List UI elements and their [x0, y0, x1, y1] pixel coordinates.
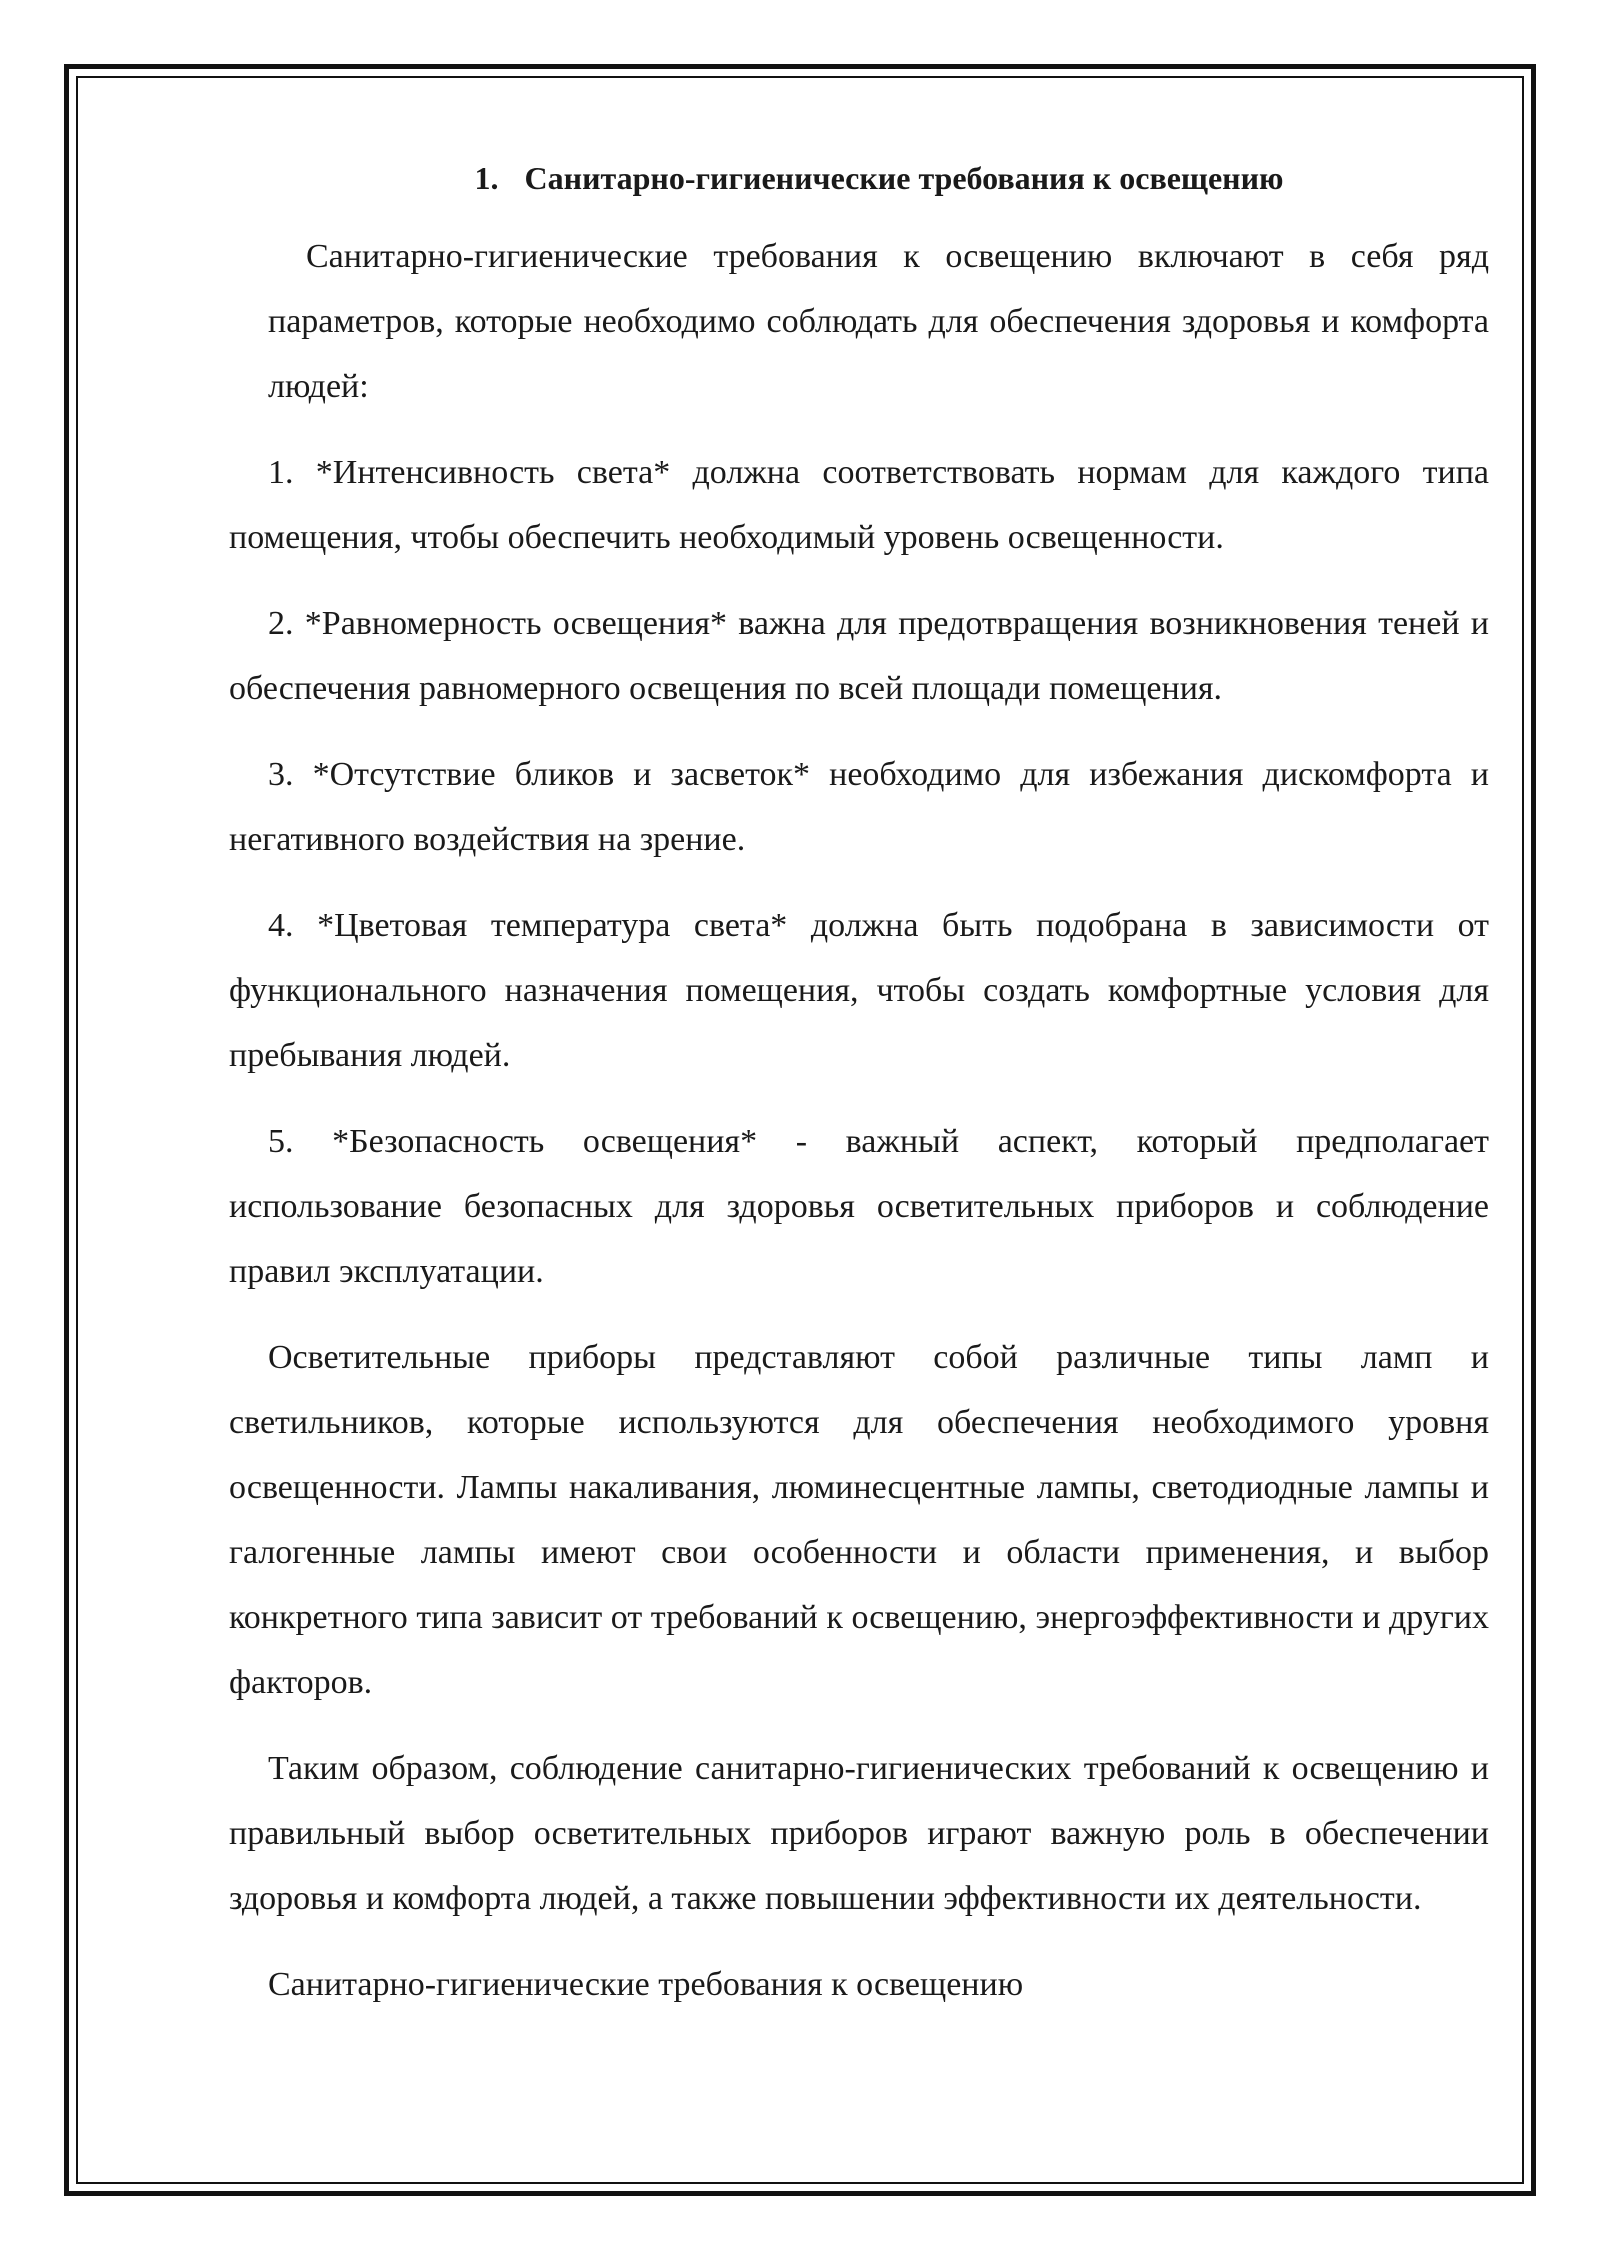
list-item: 2. *Равномерность освещения* важна для предотвращения возникновения теней и обеспечения равномерного освещения по всей площади помещения.	[229, 605, 1489, 707]
list-item: 1. *Интенсивность света* должна соответствовать нормам для каждого типа помещения, чтобы обеспечить необходимый уровень освещенности.	[229, 454, 1489, 556]
lamps-paragraph: Осветительные приборы представляют собой различные типы ламп и светильников, которые используются для обеспечения необходимого уровня освещенности. Лампы накаливания, люминесцентные лампы, светодиодные лампы и галогенные лампы имеют свои особенности и области применения, и выбор конкретного типа зависит от требований к освещению, энергоэффективности и других факторов.	[229, 1339, 1489, 1701]
list-item: 3. *Отсутствие бликов и засветок* необходимо для избежания дискомфорта и негативного воздействия на зрение.	[229, 756, 1489, 858]
list-item: 5. *Безопасность освещения* - важный аспект, который предполагает использование безопасных для здоровья осветительных приборов и соблюдение правил эксплуатации.	[229, 1123, 1489, 1290]
intro-paragraph: Санитарно-гигиенические требования к освещению включают в себя ряд параметров, которые необходимо соблюдать для обеспечения здоровья и комфорта людей:	[268, 238, 1489, 405]
list-item: 4. *Цветовая температура света* должна быть подобрана в зависимости от функционального назначения помещения, чтобы создать комфортные условия для пребывания людей.	[229, 907, 1489, 1074]
section-title: Санитарно-гигиенические требования к освещению	[524, 160, 1284, 196]
section-number: 1.	[474, 160, 499, 196]
conclusion-paragraph: Таким образом, соблюдение санитарно-гигиенических требований к освещению и правильный выбор осветительных приборов играют важную роль в обеспечении здоровья и комфорта людей, а также повышении эффективности их деятельности.	[229, 1750, 1489, 1917]
trailing-heading-line: Санитарно-гигиенические требования к освещению	[268, 1966, 1024, 2003]
document-body	[229, 150, 1489, 2017]
section-heading	[229, 150, 1489, 206]
